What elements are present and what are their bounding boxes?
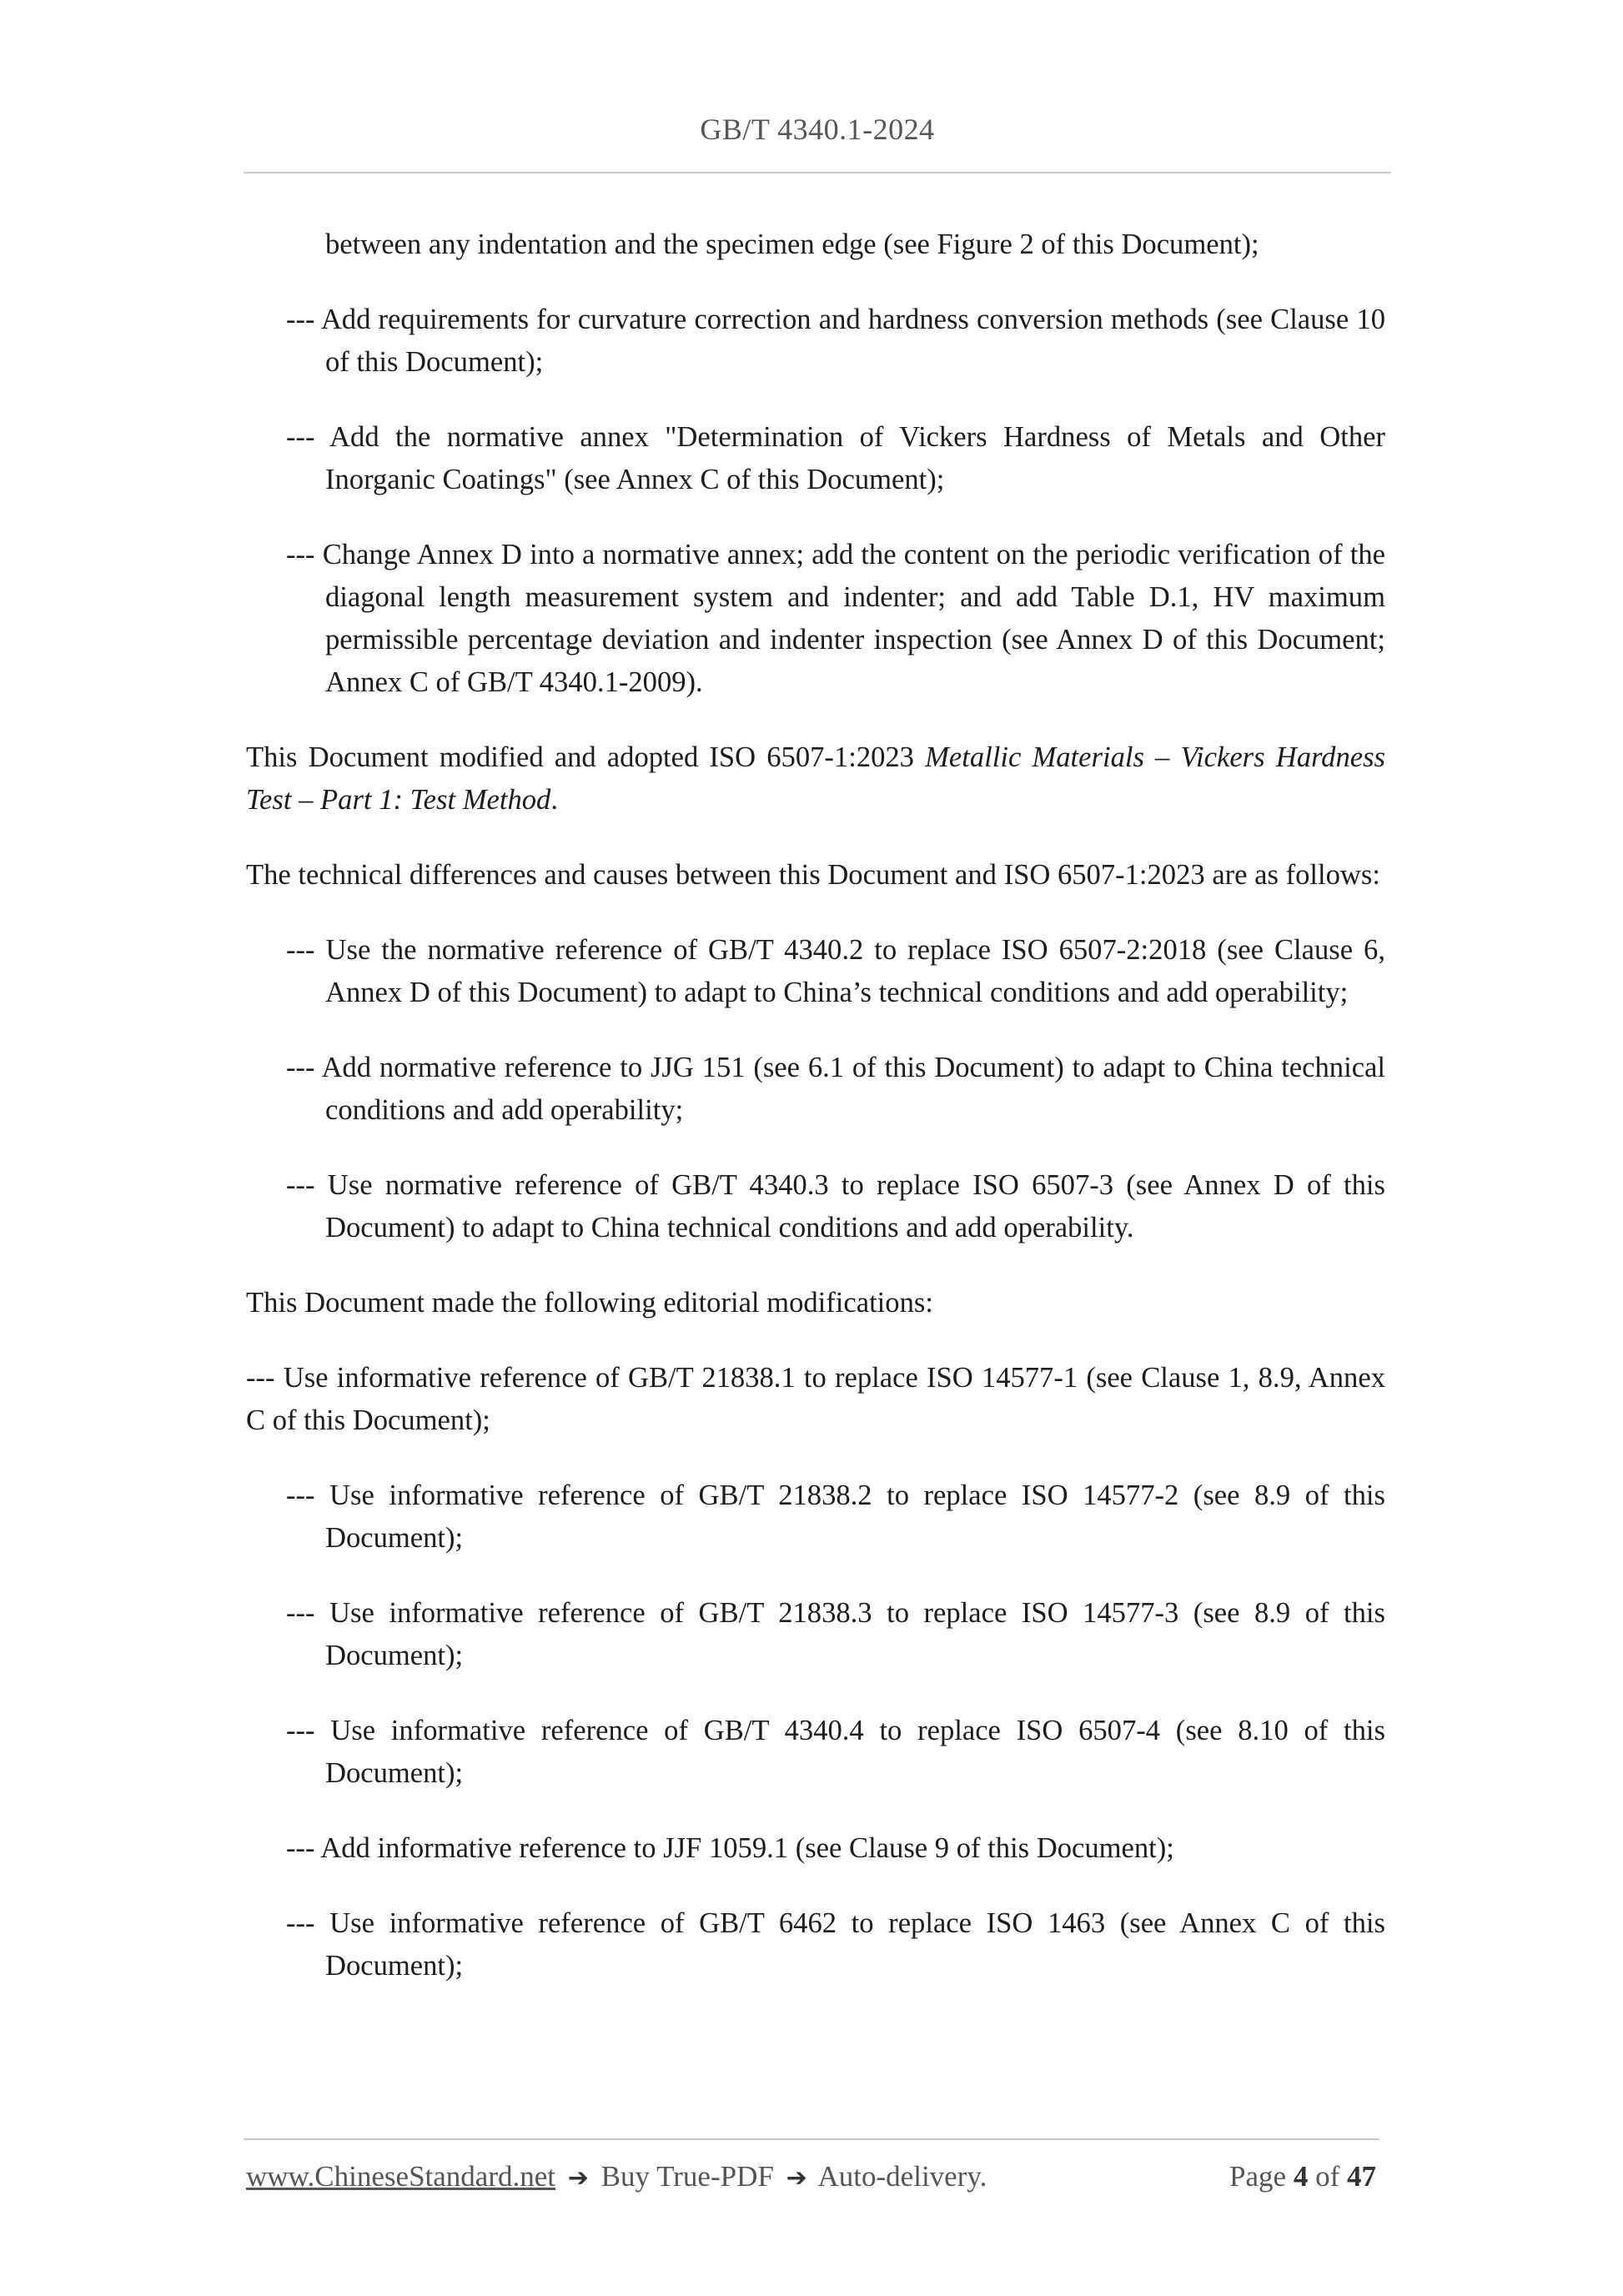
adoption-suffix: . <box>550 784 559 816</box>
list-item-jjg-151: --- Add normative reference to JJG 151 (see 6.1 of this Document) to adapt to China technical conditions and add operability; <box>286 1052 1385 1126</box>
arrow-right-icon: ➔ <box>567 2163 589 2193</box>
list-item-gbt-4340-4: --- Use informative reference of GB/T 4340.4 to replace ISO 6507-4 (see 8.10 of this Document); <box>286 1715 1385 1789</box>
paragraph-editorial-modifications: This Document made the following editorial modifications: <box>246 1287 933 1319</box>
list-item-gbt-21838-3: --- Use informative reference of GB/T 21838.3 to replace ISO 14577-3 (see 8.9 of this Document); <box>286 1597 1385 1671</box>
header-divider <box>244 172 1391 173</box>
list-item-annex-d: --- Change Annex D into a normative annex; add the content on the periodic verification of the diagonal length measurement system and indenter; and add Table D.1, HV maximum permissible percentage deviation and indenter inspection (see Annex D of this Document; Annex C of GB/T 4340.1-2009). <box>286 539 1385 698</box>
list-item-gbt-4340-2: --- Use the normative reference of GB/T 4340.2 to replace ISO 6507-2:2018 (see Clause 6, Annex D of this Document) to adapt to China’s technical conditions and add operability; <box>286 934 1385 1008</box>
list-item-jjf-1059-1: --- Add informative reference to JJF 1059.1 (see Clause 9 of this Document); <box>286 1832 1174 1864</box>
page-number <box>1229 2160 1376 2193</box>
paragraph-adoption <box>246 736 1385 821</box>
page-of-label: of <box>1315 2160 1340 2193</box>
list-item-gbt-6462: --- Use informative reference of GB/T 6462 to replace ISO 1463 (see Annex C of this Document); <box>286 1907 1385 1982</box>
list-item-continuation: between any indentation and the specimen edge (see Figure 2 of this Document); <box>325 229 1259 260</box>
document-body <box>246 224 1385 2020</box>
list-item-gbt-4340-3: --- Use normative reference of GB/T 4340.3 to replace ISO 6507-3 (see Annex D of this Document) to adapt to China technical conditions and add operability. <box>286 1169 1385 1243</box>
document-code-header: GB/T 4340.1-2024 <box>700 113 935 146</box>
site-link[interactable]: www.ChineseStandard.net <box>246 2160 555 2193</box>
iso-title: Metallic Materials – Vickers Hardness Test – Part 1: Test Method <box>246 741 1385 816</box>
adoption-prefix: This Document modified and adopted ISO 6507-1:2023 <box>246 741 926 773</box>
list-item-annex-c: --- Add the normative annex "Determination of Vickers Hardness of Metals and Other Inorganic Coatings" (see Annex C of this Document); <box>286 421 1385 495</box>
list-item-gbt-21838-2: --- Use informative reference of GB/T 21838.2 to replace ISO 14577-2 (see 8.9 of this Document); <box>286 1480 1385 1554</box>
list-item-curvature-correction: --- Add requirements for curvature correction and hardness conversion methods (see Clause 10 of this Document); <box>286 304 1385 378</box>
footer-links <box>246 2160 987 2193</box>
page-total: 47 <box>1347 2160 1376 2193</box>
arrow-right-icon: ➔ <box>786 2163 807 2193</box>
buy-true-pdf-text: Buy True-PDF <box>600 2160 774 2193</box>
paragraph-technical-differences: The technical differences and causes between this Document and ISO 6507-1:2023 are as follows: <box>246 859 1380 891</box>
page-current: 4 <box>1293 2160 1309 2193</box>
auto-delivery-text: Auto-delivery. <box>817 2160 987 2193</box>
page-label: Page <box>1229 2160 1287 2193</box>
footer-divider <box>244 2138 1379 2140</box>
list-item-gbt-21838-1: --- Use informative reference of GB/T 21838.1 to replace ISO 14577-1 (see Clause 1, 8.9, Annex C of this Document); <box>246 1362 1385 1436</box>
